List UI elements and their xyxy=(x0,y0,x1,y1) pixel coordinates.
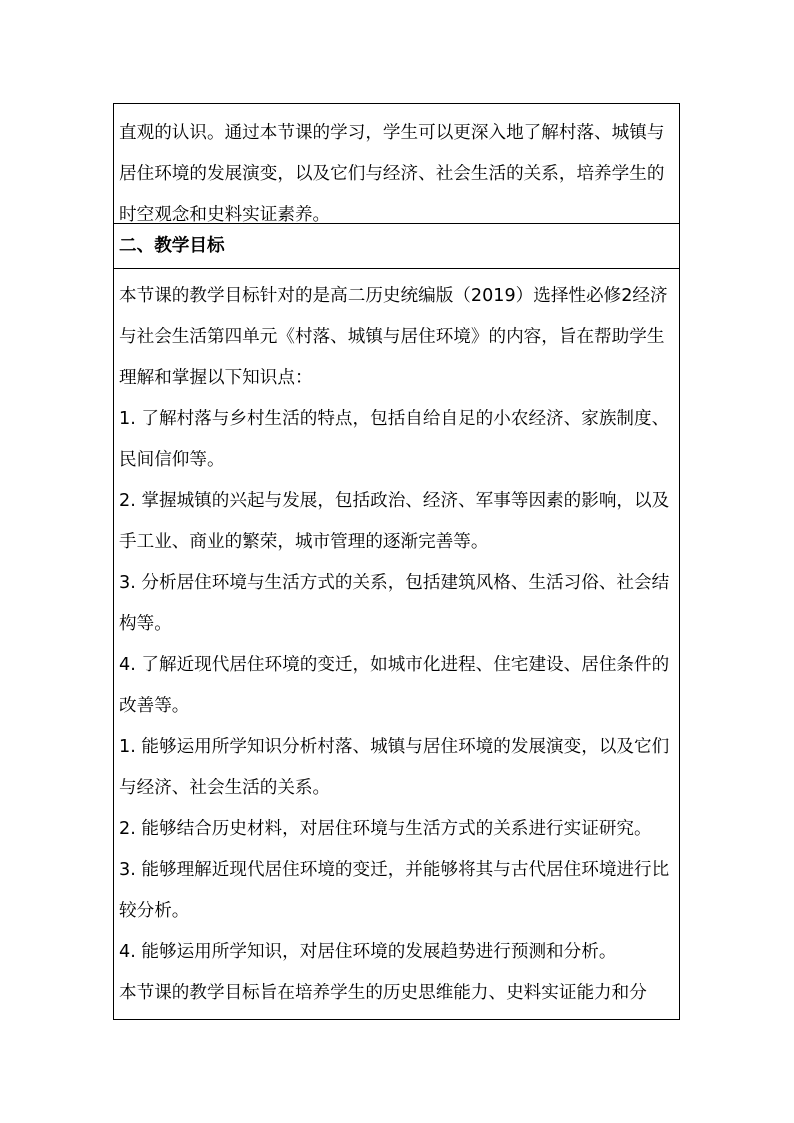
objective-paragraph: 本节课的教学目标旨在培养学生的历史思维能力、史料实证能力和分 xyxy=(119,983,647,1003)
section-heading: 二、教学目标 xyxy=(119,236,225,256)
document-table xyxy=(113,103,680,1020)
objective-paragraph: 本节课的教学目标针对的是高二历史统编版（2019）选择性必修2经济与社会生活第四单元《村落、城镇与居住环境》的内容，旨在帮助学生理解和掌握以下知识点： xyxy=(119,286,668,388)
objective-paragraph: 2. 掌握城镇的兴起与发展，包括政治、经济、军事等因素的影响，以及手工业、商业的繁荣，城市管理的逐渐完善等。 xyxy=(119,491,670,552)
objective-paragraph: 3. 能够理解近现代居住环境的变迁，并能够将其与古代居住环境进行比较分析。 xyxy=(119,860,670,921)
objective-paragraph: 4. 了解近现代居住环境的变迁，如城市化进程、住宅建设、居住条件的改善等。 xyxy=(119,655,670,716)
objective-paragraph: 3. 分析居住环境与生活方式的关系，包括建筑风格、生活习俗、社会结构等。 xyxy=(119,573,670,634)
section-heading-cell xyxy=(114,223,679,268)
objective-paragraph: 1. 能够运用所学知识分析村落、城镇与居住环境的发展演变，以及它们与经济、社会生活的关系。 xyxy=(119,737,670,798)
objective-paragraph: 1. 了解村落与乡村生活的特点，包括自给自足的小农经济、家族制度、民间信仰等。 xyxy=(119,409,670,470)
intro-paragraph: 直观的认识。通过本节课的学习，学生可以更深入地了解村落、城镇与居住环境的发展演变，以及它们与经济、社会生活的关系，培养学生的时空观念和史料实证素养。 xyxy=(119,123,665,225)
section-body-cell xyxy=(114,268,679,1019)
objective-paragraph: 2. 能够结合历史材料，对居住环境与生活方式的关系进行实证研究。 xyxy=(119,819,652,839)
intro-cell xyxy=(114,104,679,223)
objective-paragraph: 4. 能够运用所学知识，对居住环境的发展趋势进行预测和分析。 xyxy=(119,942,617,962)
